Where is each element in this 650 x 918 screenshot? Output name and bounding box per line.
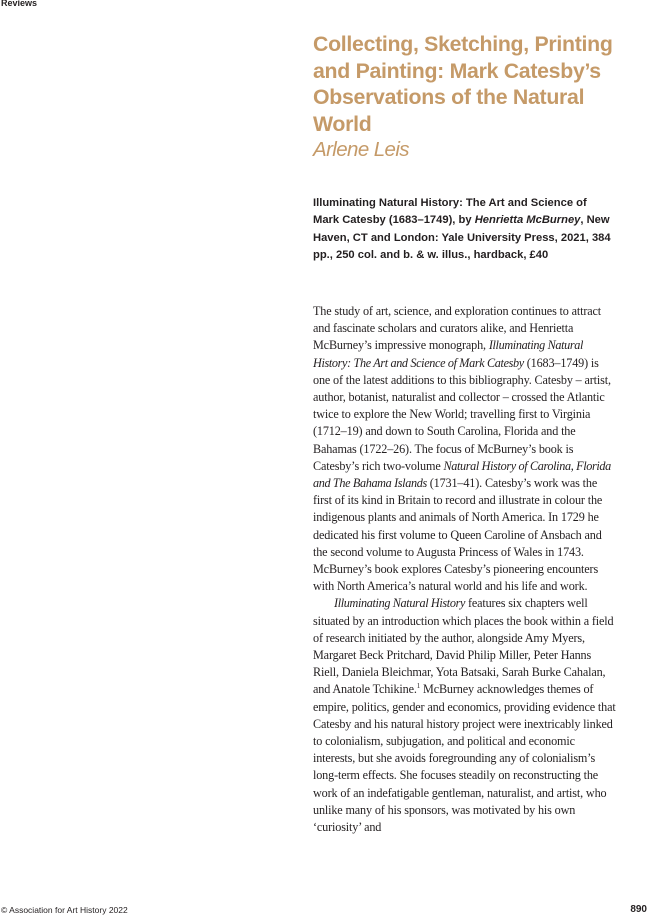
text-run: McBurney acknowledges themes of empire, politics, gender and economics, providing evidence that Catesby and his natural history project were inextricably linked to colonialism, subjugation, and political and economic interests, but she avoids foregrounding any of colonialism’s long-term effects. She focuses steadily on reconstructing the work of an indefatigable gentleman, naturalist, and artist, who unlike many of his sponsors, was motivated by his own ‘curiosity’ and bbox=[313, 682, 616, 835]
copyright-footer: © Association for Art History 2022 bbox=[1, 905, 128, 915]
paragraph-2 bbox=[313, 595, 617, 836]
title-block bbox=[313, 31, 633, 163]
book-details: , New Haven, CT and London: Yale University Press, 2021, 384 pp., 250 col. and b. & w. illus., hardback, £40 bbox=[313, 214, 611, 262]
running-head: Reviews bbox=[1, 0, 38, 8]
article-title: Collecting, Sketching, Printing and Painting: Mark Catesby’s Observations of the Natural World bbox=[313, 32, 613, 136]
book-title: Illuminating Natural History: The Art and Science of Mark Catesby (1683–1749), by bbox=[313, 197, 587, 227]
text-run: (1731–41). Catesby’s work was the first of its kind in Britain to record and illustrate in colour the indigenous plants and animals of North America. In 1729 he dedicated his first volume to Queen Caroline of Ansbach and the second volume to Augusta Princess of Wales in 1743. McBurney’s book explores Catesby’s pioneering encounters with North America’s natural world and his life and work. bbox=[313, 476, 603, 594]
book-citation bbox=[313, 195, 613, 265]
text-run: (1683–1749) is one of the latest additions to this bibliography. Catesby – artist, author, botanist, naturalist and collector – crossed the Atlantic twice to explore the New World; travelling first to Virginia (1712–19) and down to South Carolina, Florida and the Bahamas (1722–26). The focus of McBurney’s book is Catesby’s rich two-volume bbox=[313, 355, 611, 473]
text-run: features six chapters well situated by an introduction which places the book within a field of research initiated by the author, alongside Amy Myers, Margaret Beck Pritchard, David Philip Miller, Peter Hanns Riell, Daniela Bleichmar, Yota Batsaki, Sarah Burke Cahalan, and Anatole Tchikine. bbox=[313, 596, 614, 697]
italic-title: Natural History of Carolina, Florida and The Bahama Islands bbox=[313, 458, 611, 491]
text-run: The study of art, science, and exploration continues to attract and fascinate scholars and curators alike, and Henrietta McBurney’s impressive monograph, bbox=[313, 304, 602, 353]
italic-title: Illuminating Natural History bbox=[334, 596, 466, 611]
article-author: Arlene Leis bbox=[313, 138, 409, 161]
book-author: Henrietta McBurney bbox=[474, 214, 581, 227]
paragraph-1 bbox=[313, 303, 617, 595]
italic-title: Illuminating Natural History: The Art and Science of Mark Catesby bbox=[313, 338, 584, 370]
footnote-marker[interactable]: 1 bbox=[416, 682, 421, 691]
review-body bbox=[313, 303, 617, 836]
page-number: 890 bbox=[630, 904, 647, 915]
